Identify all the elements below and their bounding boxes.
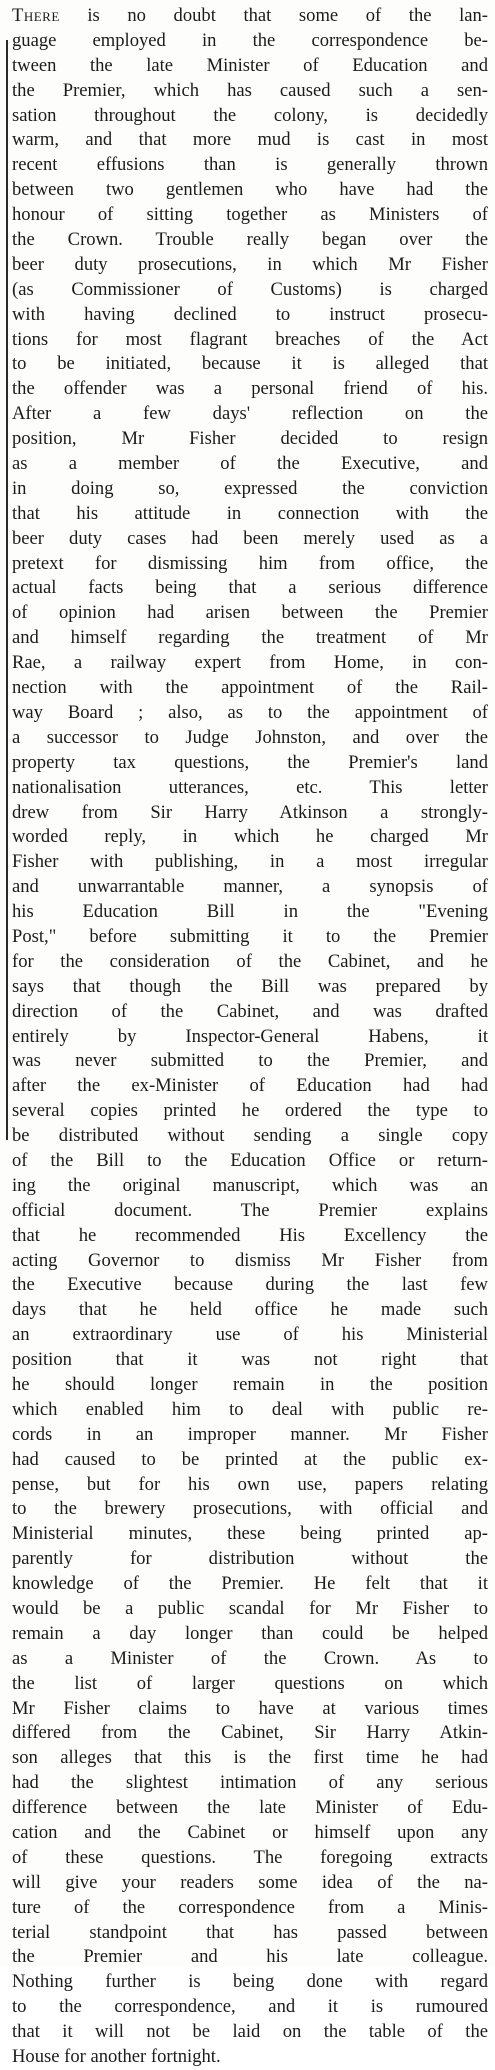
- article-line: way Board ; also, as to the appointment of: [12, 701, 488, 723]
- article-line: pretext for dismissing him from office, the: [12, 552, 488, 574]
- article-line: ture of the correspondence from a Minis-: [12, 1896, 488, 1918]
- article-line: drew from Sir Harry Atkinson a strongly-: [12, 801, 488, 823]
- article-line: son alleges that this is the first time he had: [12, 1747, 488, 1769]
- article-line: tions for most flagrant breaches of the Act: [12, 328, 488, 350]
- article-line: to be initiated, because it is alleged that: [12, 353, 488, 375]
- article-line: that his attitude in connection with the: [12, 502, 488, 524]
- article-line: and unwarrantable manner, a synopsis of: [12, 876, 488, 898]
- article-line: difference between the late Minister of Edu-: [12, 1797, 488, 1819]
- article-line: had caused to be printed at the public ex-: [12, 1448, 488, 1470]
- article-line: of these questions. The foregoing extracts: [12, 1846, 488, 1868]
- article-line: was never submitted to the Premier, and: [12, 1050, 488, 1072]
- article-line: and himself regarding the treatment of Mr: [12, 627, 488, 649]
- article-line: honour of sitting together as Ministers of: [12, 204, 488, 226]
- article-line: that it will not be laid on the table of the: [12, 2021, 488, 2043]
- article-line: the Executive because during the last few: [12, 1274, 488, 1296]
- article-line: recent effusions than is generally thrown: [12, 154, 488, 176]
- article-body: [12, 4, 488, 2070]
- article-line: acting Governor to dismiss Mr Fisher from: [12, 1249, 488, 1271]
- article-line: would be a public scandal for Mr Fisher to: [12, 1598, 488, 1619]
- article-line-text: is no doubt that some of the lan-: [59, 5, 488, 26]
- article-line: Mr Fisher claims to have at various times: [12, 1697, 488, 1719]
- article-line: as a Minister of the Crown. As to: [12, 1647, 488, 1669]
- article-line: had the slightest intimation of any serious: [12, 1772, 488, 1794]
- article-line: beer duty prosecutions, in which Mr Fisher: [12, 253, 488, 275]
- article-line: terial standpoint that has passed between: [12, 1921, 488, 1943]
- article-line: ing the original manuscript, which was an: [12, 1174, 488, 1196]
- article-line: days that he held office he made such: [12, 1299, 488, 1321]
- article-line: the Premier and his late colleague.: [12, 1946, 488, 1968]
- article-line: direction of the Cabinet, and was drafted: [12, 1000, 488, 1022]
- article-line: will give your readers some idea of the na-: [12, 1871, 488, 1893]
- article-line: position, Mr Fisher decided to resign: [12, 428, 488, 450]
- article-line: a successor to Judge Johnston, and over the: [12, 726, 488, 748]
- article-line: nationalisation utterances, etc. This letter: [12, 776, 488, 798]
- article-line: the list of larger questions on which: [12, 1672, 488, 1694]
- article-line: Rae, a railway expert from Home, in con-: [12, 652, 488, 674]
- article-line: guage employed in the correspondence be-: [12, 29, 488, 51]
- article-line: he should longer remain in the position: [12, 1373, 488, 1395]
- article-line: of opinion had arisen between the Premier: [12, 602, 488, 624]
- article-line: Ministerial minutes, these being printed ap-: [12, 1523, 488, 1545]
- article-line: of the Bill to the Education Office or return-: [12, 1149, 488, 1171]
- article-line: after the ex-Minister of Education had had: [12, 1075, 488, 1097]
- article-line: says that though the Bill was prepared by: [12, 975, 488, 997]
- article-line: nection with the appointment of the Rail-: [12, 677, 488, 699]
- article-line: that he recommended His Excellency the: [12, 1224, 488, 1246]
- article-line: an extraordinary use of his Ministerial: [12, 1324, 488, 1346]
- article-line: with having declined to instruct prosecu-: [12, 303, 488, 325]
- article-line: to the brewery prosecutions, with official and: [12, 1498, 488, 1520]
- article-line: for the consideration of the Cabinet, and he: [12, 950, 488, 972]
- article-line: sation throughout the colony, is decidedly: [12, 104, 488, 126]
- article-line: knowledge of the Premier. He felt that it: [12, 1573, 488, 1595]
- article-line: official document. The Premier explains: [12, 1199, 488, 1221]
- article-line: Nothing further is being done with regard: [12, 1971, 488, 1993]
- article-line: be distributed without sending a single copy: [12, 1125, 488, 1147]
- article-line: cords in an improper manner. Mr Fisher: [12, 1423, 488, 1445]
- article-line: pense, but for his own use, papers relating: [12, 1473, 488, 1495]
- article-line: several copies printed he ordered the type to: [12, 1100, 488, 1122]
- article-line: which enabled him to deal with public re-: [12, 1398, 488, 1420]
- article-line: actual facts being that a serious difference: [12, 577, 488, 599]
- article-line: remain a day longer than could be helped: [12, 1622, 488, 1644]
- article-line: House for another fortnight.: [12, 2046, 221, 2068]
- lead-word: There: [12, 5, 60, 26]
- article-line: differed from the Cabinet, Sir Harry Atkin-: [12, 1722, 488, 1744]
- article-line: the offender was a personal friend of his.: [12, 378, 488, 400]
- article-line: the Crown. Trouble really began over the: [12, 229, 488, 251]
- article-line: cation and the Cabinet or himself upon any: [12, 1822, 488, 1844]
- article-line: his Education Bill in the "Evening: [12, 901, 488, 923]
- article-line: position that it was not right that: [12, 1349, 488, 1371]
- article-line: in doing so, expressed the conviction: [12, 477, 488, 499]
- article-line: worded reply, in which he charged Mr: [12, 826, 488, 848]
- article-line: to the correspondence, and it is rumoured: [12, 1996, 488, 2018]
- article-line: After a few days' reflection on the: [12, 403, 488, 425]
- article-line: between two gentlemen who have had the: [12, 179, 488, 201]
- article-line: tween the late Minister of Education and: [12, 54, 488, 76]
- article-line: property tax questions, the Premier's land: [12, 751, 488, 773]
- article-line: Post," before submitting it to the Premier: [12, 925, 488, 947]
- article-line: parently for distribution without the: [12, 1548, 488, 1570]
- article-line: beer duty cases had been merely used as a: [12, 527, 488, 549]
- article-line: Fisher with publishing, in a most irregular: [12, 851, 488, 873]
- column-rule: [6, 40, 8, 1140]
- article-line: (as Commissioner of Customs) is charged: [12, 278, 488, 300]
- article-line: as a member of the Executive, and: [12, 453, 488, 475]
- article-line: entirely by Inspector-General Habens, it: [12, 1025, 488, 1047]
- article-line: [12, 4, 488, 29]
- article-line: warm, and that more mud is cast in most: [12, 129, 488, 151]
- article-line: the Premier, which has caused such a sen-: [12, 79, 488, 101]
